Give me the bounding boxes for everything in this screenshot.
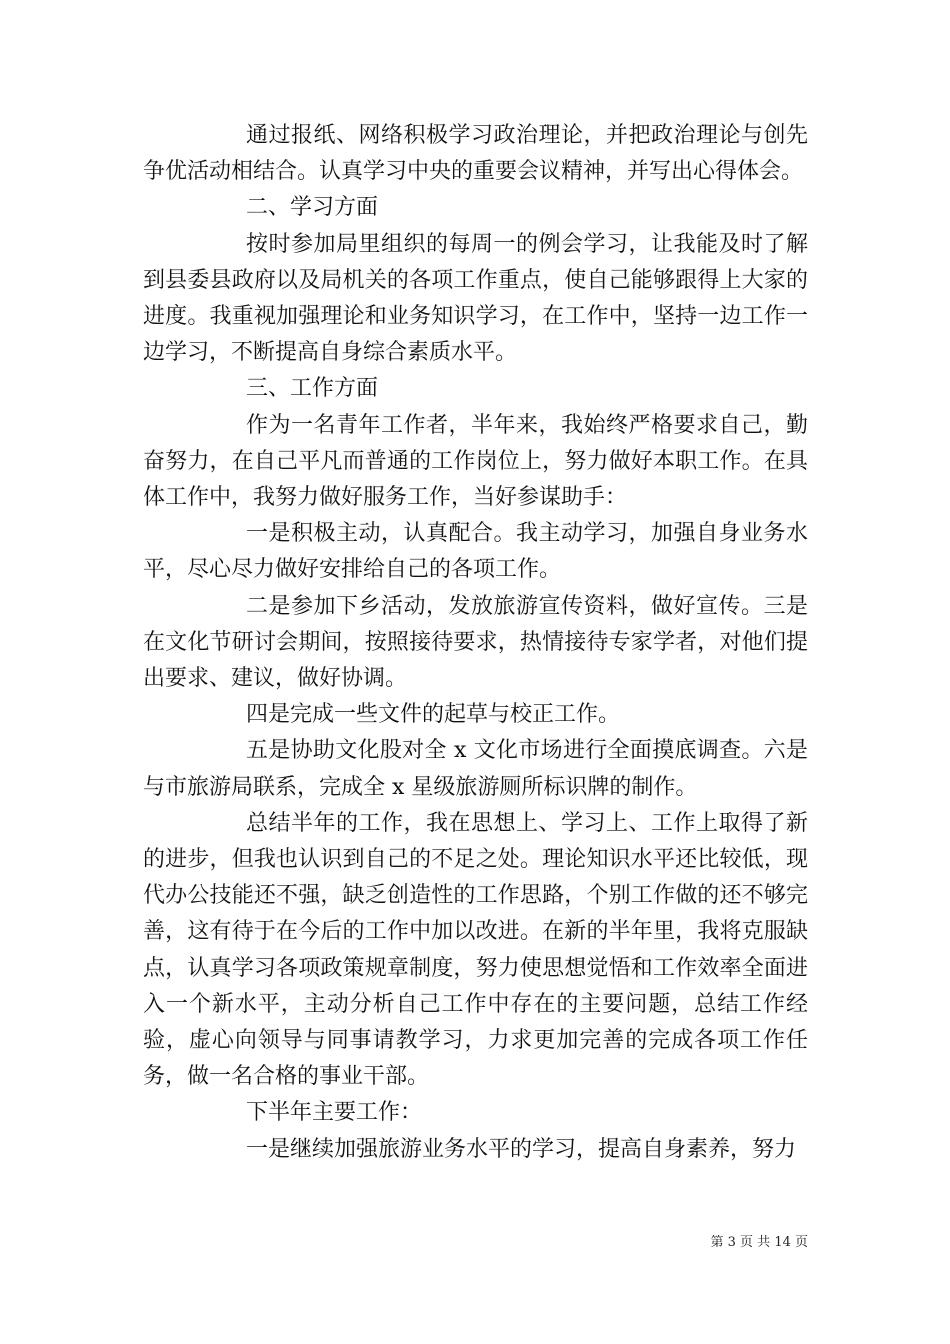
paragraph-weekly-meeting: 按时参加局里组织的每周一的例会学习，让我能及时了解到县委县政府以及局机关的各项工作重点，使自己能够跟得上大家的进度。我重视加强理论和业务知识学习，在工作中，坚持一边工作一边学习，不断提高自身综合素质水平。 — [143, 231, 808, 366]
paragraph-item-one: 一是积极主动，认真配合。我主动学习，加强自身业务水平，尽心尽力做好安排给自己的各项工作。 — [143, 521, 808, 583]
section-heading-study: 二、学习方面 — [246, 195, 379, 221]
document-body — [143, 118, 808, 1168]
paragraph-summary: 总结半年的工作，我在思想上、学习上、工作上取得了新的进步，但我也认识到自己的不足之处。理论知识水平还比较低，现代办公技能还不强，缺乏创造性的工作思路，个别工作做的还不够完善，这有待于在今后的工作中加以改进。在新的半年里，我将克服缺点，认真学习各项政策规章制度，努力使思想觉悟和工作效率全面进入一个新水平，主动分析自己工作中存在的主要问题，总结工作经验，虚心向领导与同事请教学习，力求更加完善的完成各项工作任务，做一名合格的事业干部。 — [143, 810, 808, 1090]
paragraph-young-worker: 作为一名青年工作者，半年来，我始终严格要求自己，勤奋努力，在自己平凡而普通的工作岗位上，努力做好本职工作。在具体工作中，我努力做好服务工作，当好参谋助手： — [143, 412, 808, 511]
section-heading-next-half: 下半年主要工作： — [246, 1100, 423, 1126]
paragraph-next-item-one: 一是继续加强旅游业务水平的学习，提高自身素养，努力 — [246, 1136, 797, 1162]
paragraph-item-five-six: 五是协助文化股对全 x 文化市场进行全面摸底调查。六是与市旅游局联系，完成全 x 星级旅游厕所标识牌的制作。 — [143, 738, 808, 800]
paragraph-item-four: 四是完成一些文件的起草与校正工作。 — [246, 702, 621, 728]
page-number: 第 3 页 共 14 页 — [710, 1235, 808, 1250]
paragraph-study-politics: 通过报纸、网络积极学习政治理论，并把政治理论与创先争优活动相结合。认真学习中央的重要会议精神，并写出心得体会。 — [143, 123, 808, 185]
section-heading-work: 三、工作方面 — [246, 376, 379, 402]
paragraph-item-two-three: 二是参加下乡活动，发放旅游宣传资料，做好宣传。三是在文化节研讨会期间，按照接待要求，热情接待专家学者，对他们提出要求、建议，做好协调。 — [143, 593, 808, 692]
